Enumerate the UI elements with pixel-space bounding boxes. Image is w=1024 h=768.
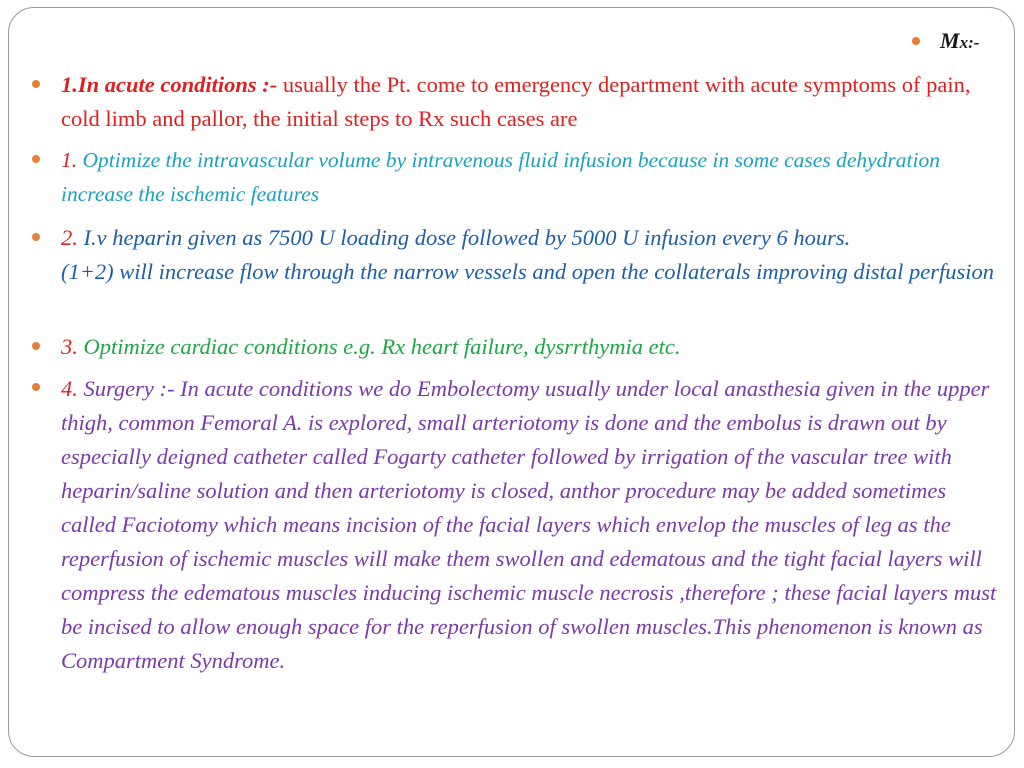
list-item-step-4 — [61, 372, 1001, 678]
list-item-text: I.v heparin given as 7500 U loading dose followed by 5000 U infusion every 6 hours. — [77, 225, 851, 250]
list-item-text: (1+2) will increase flow through the narrow vessels and open the collaterals improving distal perfusion — [61, 259, 995, 284]
bullet-icon — [32, 80, 40, 88]
list-item-step-2 — [61, 221, 1001, 289]
list-item-text: Optimize the intravascular volume by intravenous fluid infusion because in some cases dehydration increase the ischemic features — [61, 148, 940, 206]
bullet-icon — [32, 342, 40, 350]
bullet-icon — [32, 383, 40, 391]
list-item-step-1 — [61, 143, 1001, 211]
slide-title — [940, 28, 979, 54]
bullet-icon — [32, 155, 40, 163]
list-item-text: Optimize cardiac conditions e.g. Rx heart failure, dysrrthymia etc. — [77, 334, 681, 359]
list-item-number: 2. — [61, 225, 78, 250]
list-item-number: 3. — [61, 334, 78, 359]
title-initial: M — [940, 28, 960, 53]
list-item-acute-conditions — [61, 68, 1001, 136]
list-item-lead: 1.In acute conditions :- — [61, 72, 278, 97]
bullet-icon — [912, 37, 920, 45]
list-item-number: 4. — [61, 376, 78, 401]
list-item-number: 1. — [61, 148, 78, 172]
list-item-text: usually the Pt. come to emergency department with acute symptoms of pain, cold limb and pallor, the initial steps to Rx such cases are — [61, 72, 971, 131]
title-rest: x:- — [959, 33, 980, 52]
list-item-text: Surgery :- In acute conditions we do Embolectomy usually under local anasthesia given in the upper thigh, common Femoral A. is explored, small arteriotomy is done and the embolus is drawn out by especially deigned catheter called Fogarty catheter followed by irrigation of the vascular tree with heparin/saline solution and then arteriotomy is closed, anthor procedure may be added sometimes called Faciotomy which means incision of the facial layers which envelop the muscles of leg as the reperfusion of ischemic muscles will make them swollen and edematous and the tight facial layers will compress the edematous muscles inducing ischemic muscle necrosis ,therefore ; these facial layers must be incised to allow enough space for the reperfusion of swollen muscles.This phenomenon is known as Compartment Syndrome. — [61, 376, 997, 673]
list-item-step-3 — [61, 330, 1001, 364]
bullet-icon — [32, 233, 40, 241]
